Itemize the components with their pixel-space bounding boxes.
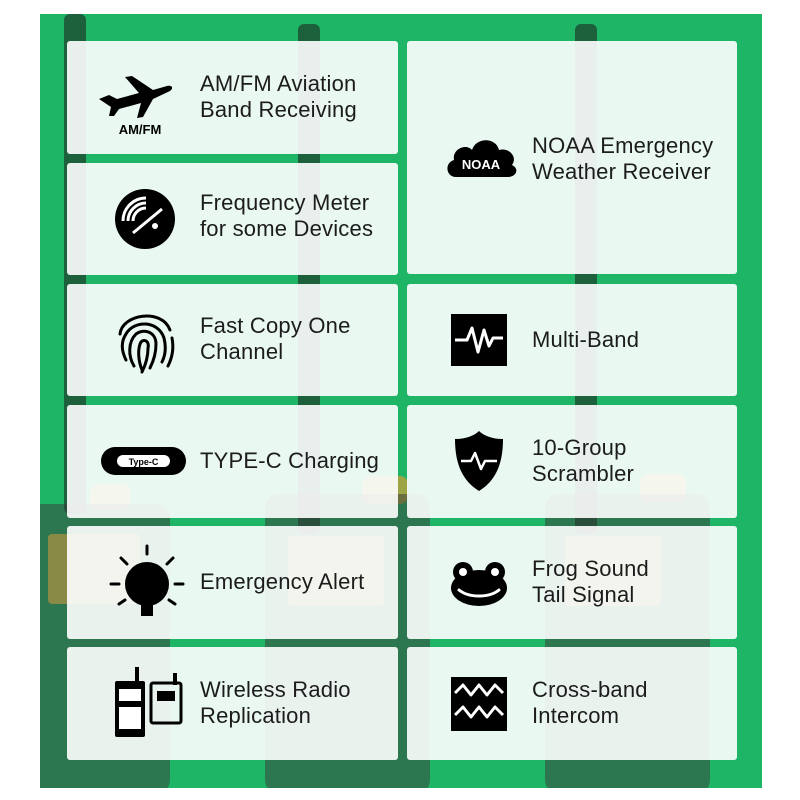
feature-line-1: Frog Sound — [532, 556, 649, 581]
feature-line-2: Band Receiving — [200, 97, 357, 122]
usb-c-icon-text: Type-C — [128, 457, 159, 467]
feature-label-scrambler — [532, 435, 634, 487]
frog-icon — [447, 542, 527, 622]
alarm-light-icon — [107, 542, 187, 622]
feature-card-aviation — [67, 41, 398, 154]
feature-label-frog — [532, 556, 649, 608]
feature-line-2: for some Devices — [200, 216, 374, 241]
feature-label-aviation — [200, 71, 357, 123]
feature-line-2: Tail Signal — [532, 582, 635, 607]
feature-card-alert — [67, 526, 398, 639]
airplane-icon — [95, 59, 175, 139]
feature-line-1: Multi-Band — [532, 327, 640, 352]
feature-line-1: Wireless Radio — [200, 677, 351, 702]
feature-label-alert — [200, 569, 364, 595]
feature-label-multiband — [532, 327, 639, 353]
radar-icon — [112, 179, 192, 259]
feature-label-crossband — [532, 677, 648, 729]
feature-line-2: Replication — [200, 703, 312, 728]
feature-line-1: Frequency Meter — [200, 190, 370, 215]
feature-line-1: AM/FM Aviation — [200, 71, 357, 96]
feature-label-frequency — [200, 190, 373, 242]
feature-line-1: NOAA Emergency — [532, 133, 714, 158]
feature-card-typec — [67, 405, 398, 518]
feature-line-1: 10-Group — [532, 435, 627, 460]
airplane-icon-text: AM/FM — [118, 122, 162, 137]
fingerprint-icon — [112, 300, 192, 380]
two-radios-icon — [107, 663, 187, 743]
feature-card-noaa — [407, 41, 737, 274]
feature-card-copy — [67, 284, 398, 396]
cloud-icon-text: NOAA — [461, 157, 501, 172]
feature-label-wireless — [200, 677, 351, 729]
waveform-icon — [447, 300, 527, 380]
green-background — [40, 14, 762, 788]
feature-label-noaa — [532, 133, 713, 185]
feature-label-copy — [200, 313, 351, 365]
feature-card-multiband — [407, 284, 737, 396]
feature-line-1: Cross-band — [532, 677, 648, 702]
feature-line-2: Channel — [200, 339, 284, 364]
feature-line-2: Scrambler — [532, 461, 635, 486]
feature-line-2: Intercom — [532, 703, 620, 728]
feature-line-2: Weather Receiver — [532, 159, 711, 184]
usb-c-icon — [97, 421, 192, 501]
cloud-icon — [442, 119, 522, 199]
feature-line-1: TYPE-C Charging — [200, 448, 380, 473]
feature-card-scrambler — [407, 405, 737, 518]
feature-line-1: Fast Copy One — [200, 313, 351, 338]
feature-card-frog — [407, 526, 737, 639]
feature-line-1: Emergency Alert — [200, 569, 365, 594]
zigzag-icon — [447, 663, 527, 743]
feature-card-wireless — [67, 647, 398, 760]
shield-icon — [447, 421, 527, 501]
feature-card-crossband — [407, 647, 737, 760]
feature-label-typec — [200, 448, 379, 474]
feature-card-frequency — [67, 163, 398, 275]
